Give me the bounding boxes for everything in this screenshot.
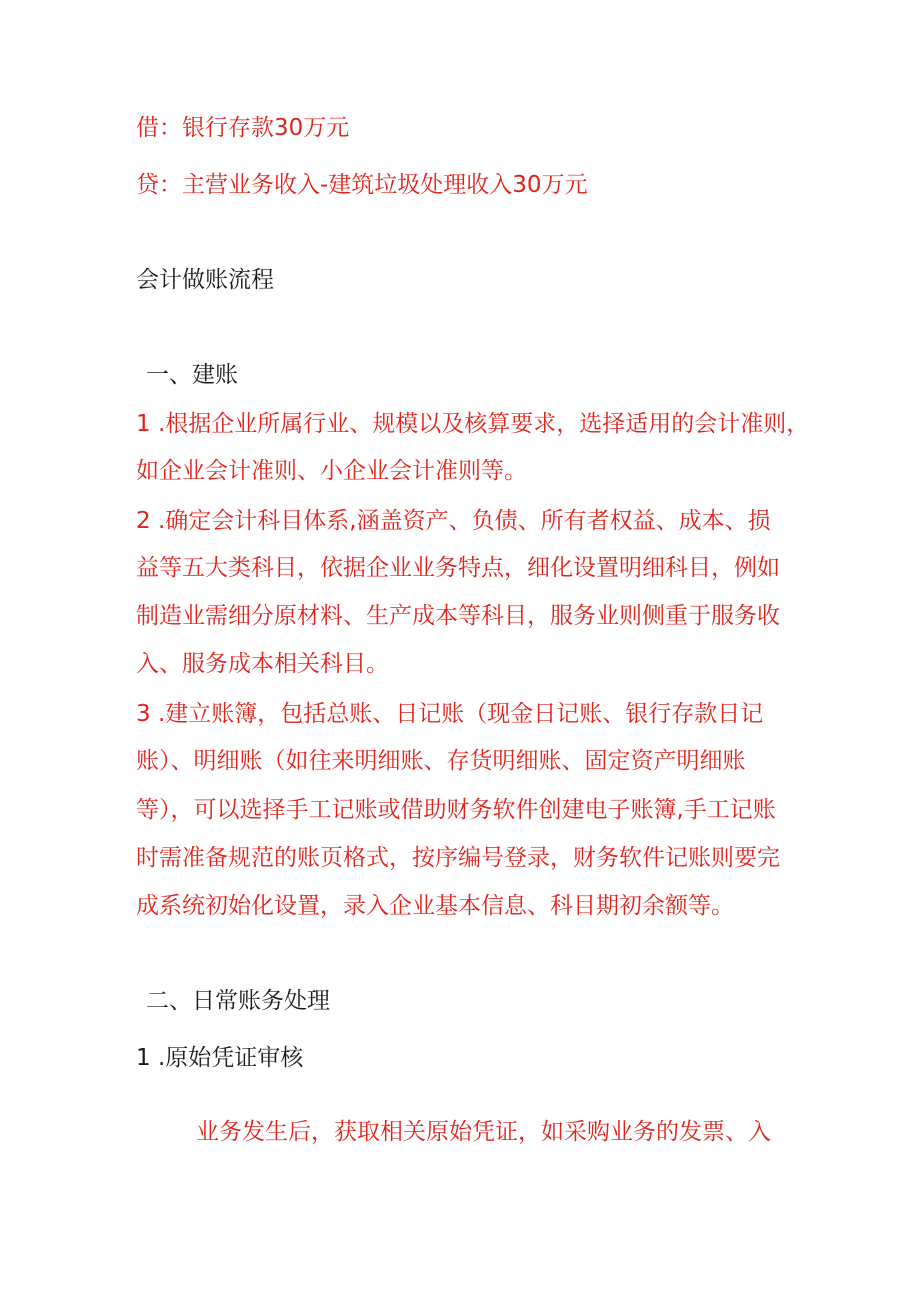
section1-item3-line1: 3 .建立账簿，包括总账、日记账（现金日记账、银行存款日记 bbox=[136, 701, 764, 727]
credit-entry: 贷：主营业务收入-建筑垃圾处理收入30万元 bbox=[136, 172, 588, 198]
document-title: 会计做账流程 bbox=[136, 267, 274, 293]
section1-item3-line4: 时需准备规范的账页格式，按序编号登录，财务软件记账则要完 bbox=[136, 845, 780, 871]
section1-item1-line1: 1 .根据企业所属行业、规模以及核算要求，选择适用的会计准则， bbox=[136, 411, 810, 437]
section2-paragraph: 业务发生后，获取相关原始凭证，如采购业务的发票、入 bbox=[196, 1119, 771, 1145]
section1-item2-line4: 入、服务成本相关科目。 bbox=[136, 651, 389, 677]
section1-item1-line2: 如企业会计准则、小企业会计准则等。 bbox=[136, 458, 527, 484]
section1-item2-line2: 益等五大类科目，依据企业业务特点，细化设置明细科目，例如 bbox=[136, 555, 780, 581]
debit-entry: 借：银行存款30万元 bbox=[136, 115, 350, 141]
section1-item3-line5: 成系统初始化设置，录入企业基本信息、科目期初余额等。 bbox=[136, 893, 734, 919]
section2-heading: 二、日常账务处理 bbox=[146, 988, 330, 1014]
section2-item1-title: 1 .原始凭证审核 bbox=[136, 1045, 304, 1071]
section1-item3-line3: 等），可以选择手工记账或借助财务软件创建电子账簿,手工记账 bbox=[136, 797, 776, 823]
section1-heading: 一、建账 bbox=[146, 362, 238, 388]
section1-item2-line3: 制造业需细分原材料、生产成本等科目，服务业则侧重于服务收 bbox=[136, 603, 780, 629]
section1-item3-line2: 账）、明细账（如往来明细账、存货明细账、固定资产明细账 bbox=[136, 748, 746, 774]
section1-item2-line1: 2 .确定会计科目体系,涵盖资产、负债、所有者权益、成本、损 bbox=[136, 508, 771, 534]
